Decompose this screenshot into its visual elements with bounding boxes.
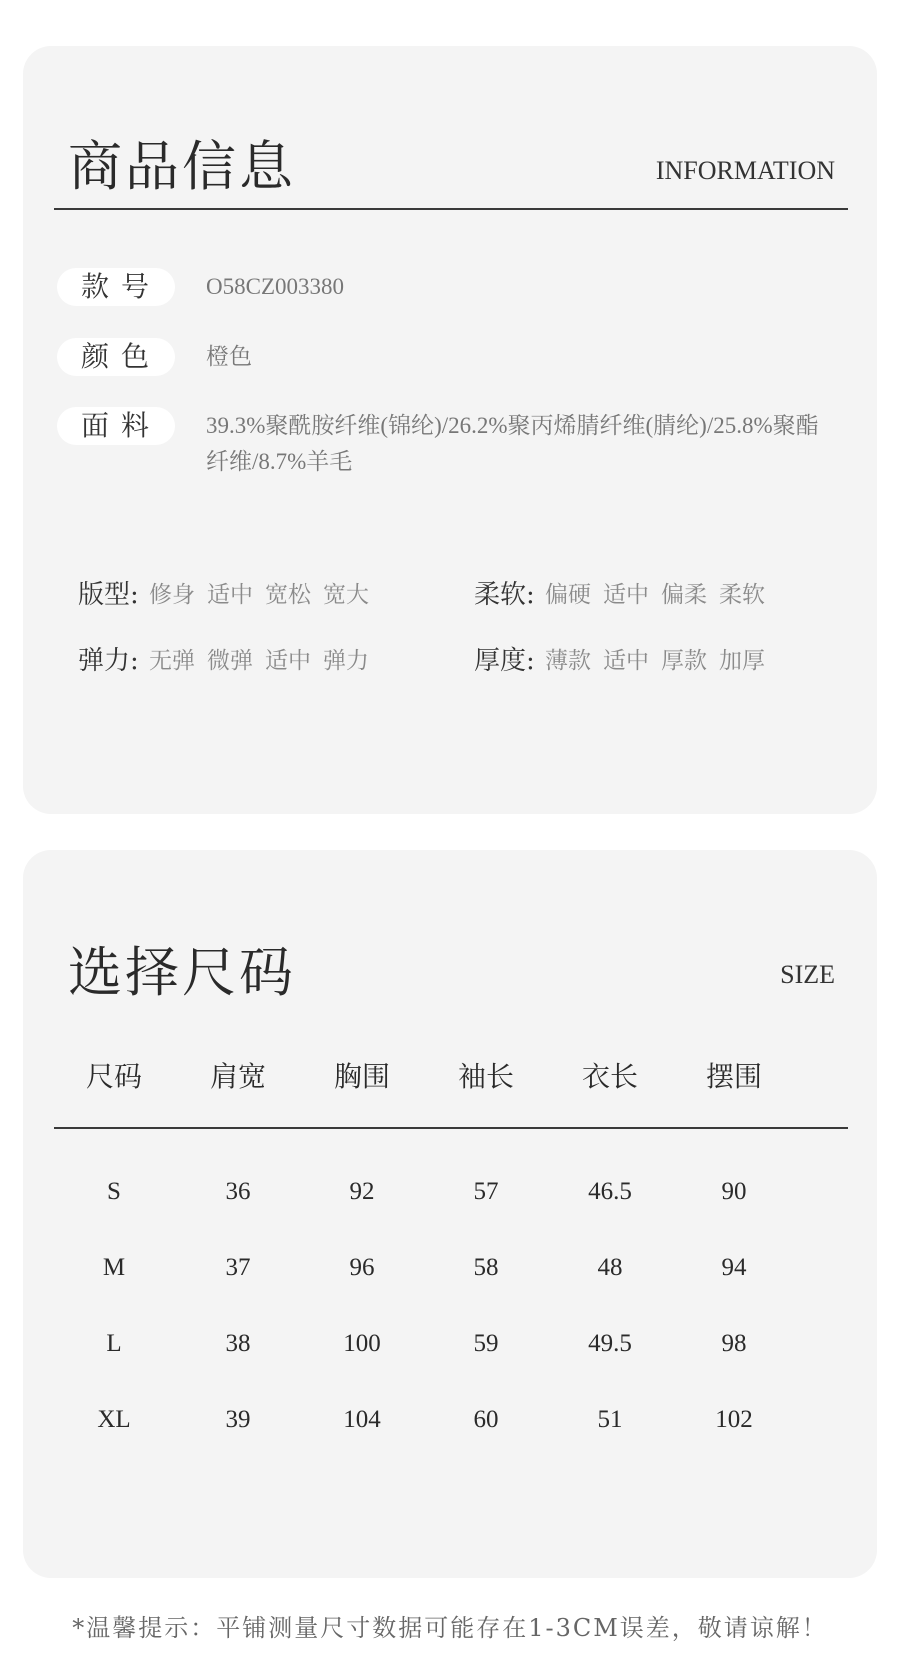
size-chart-card	[23, 850, 877, 1578]
attr-label: 弹力:	[78, 646, 139, 676]
attr-label: 柔软:	[474, 580, 535, 610]
color-label: 颜色	[57, 338, 175, 376]
attr-option: 无弹	[149, 648, 195, 674]
table-cell: XL	[97, 1406, 131, 1433]
table-cell: 51	[597, 1406, 623, 1433]
table-cell: 98	[721, 1330, 747, 1357]
table-cell: 58	[473, 1254, 499, 1281]
divider	[54, 208, 848, 210]
attr-option: 偏硬	[545, 582, 591, 608]
attr-option-selected: 适中	[259, 642, 317, 675]
attr-option-selected: 宽松	[259, 576, 317, 609]
measurement-tip: *温馨提示：平铺测量尺寸数据可能存在1-3CM误差，敬请谅解！	[72, 1614, 828, 1642]
table-cell: 100	[343, 1330, 381, 1357]
table-cell: 104	[343, 1406, 381, 1433]
style-number-value: O58CZ003380	[206, 274, 344, 299]
table-cell: 46.5	[588, 1178, 632, 1205]
attr-option: 宽大	[323, 582, 369, 608]
table-cell: 37	[225, 1254, 251, 1281]
product-info-card	[23, 46, 877, 814]
attr-option: 薄款	[545, 648, 591, 674]
attr-label: 版型:	[78, 580, 139, 610]
header-hem: 摆围	[705, 1060, 762, 1093]
table-cell: 39	[225, 1406, 251, 1433]
header-length: 衣长	[581, 1060, 638, 1093]
fabric-value-line1: 39.3%聚酰胺纤维(锦纶)/26.2%聚丙烯腈纤维(腈纶)/25.8%聚酯	[206, 413, 819, 438]
table-cell: 36	[225, 1178, 251, 1205]
table-cell: 102	[715, 1406, 753, 1433]
header-chest: 胸围	[333, 1060, 390, 1093]
fabric-value-line2: 纤维/8.7%羊毛	[206, 449, 353, 474]
info-title: 商品信息	[68, 135, 296, 198]
attr-option: 修身	[149, 582, 195, 608]
header-size: 尺码	[85, 1060, 142, 1093]
table-cell: 59	[473, 1330, 499, 1357]
attr-label: 厚度:	[474, 646, 535, 676]
table-cell: 38	[225, 1330, 251, 1357]
table-cell: 60	[473, 1406, 499, 1433]
table-cell: 48	[597, 1254, 623, 1281]
header-sleeve: 袖长	[457, 1060, 514, 1093]
attr-option: 弹力	[323, 648, 369, 674]
table-divider	[54, 1127, 848, 1129]
attr-option: 微弹	[207, 648, 253, 674]
attr-option-selected: 适中	[597, 642, 655, 675]
table-cell: 49.5	[588, 1330, 632, 1357]
fabric-label: 面料	[57, 407, 175, 445]
table-cell: 57	[473, 1178, 499, 1205]
attr-option: 厚款	[661, 648, 707, 674]
attr-option: 加厚	[719, 648, 765, 674]
attr-option: 柔软	[719, 582, 765, 608]
attr-option: 适中	[207, 582, 253, 608]
table-cell: M	[102, 1254, 126, 1281]
table-cell: 92	[349, 1178, 375, 1205]
table-cell: S	[107, 1178, 121, 1205]
info-title-en: INFORMATION	[655, 156, 835, 185]
attr-option-selected: 偏柔	[655, 576, 713, 609]
color-value: 橙色	[206, 344, 252, 369]
size-title: 选择尺码	[68, 941, 296, 1004]
size-title-en: SIZE	[780, 960, 835, 989]
attr-option: 适中	[603, 582, 649, 608]
table-cell: 90	[721, 1178, 747, 1205]
header-shoulder: 肩宽	[209, 1060, 266, 1093]
style-number-label: 款号	[57, 268, 175, 306]
table-cell: 94	[721, 1254, 747, 1281]
table-cell: 96	[349, 1254, 375, 1281]
table-cell: L	[106, 1330, 122, 1357]
